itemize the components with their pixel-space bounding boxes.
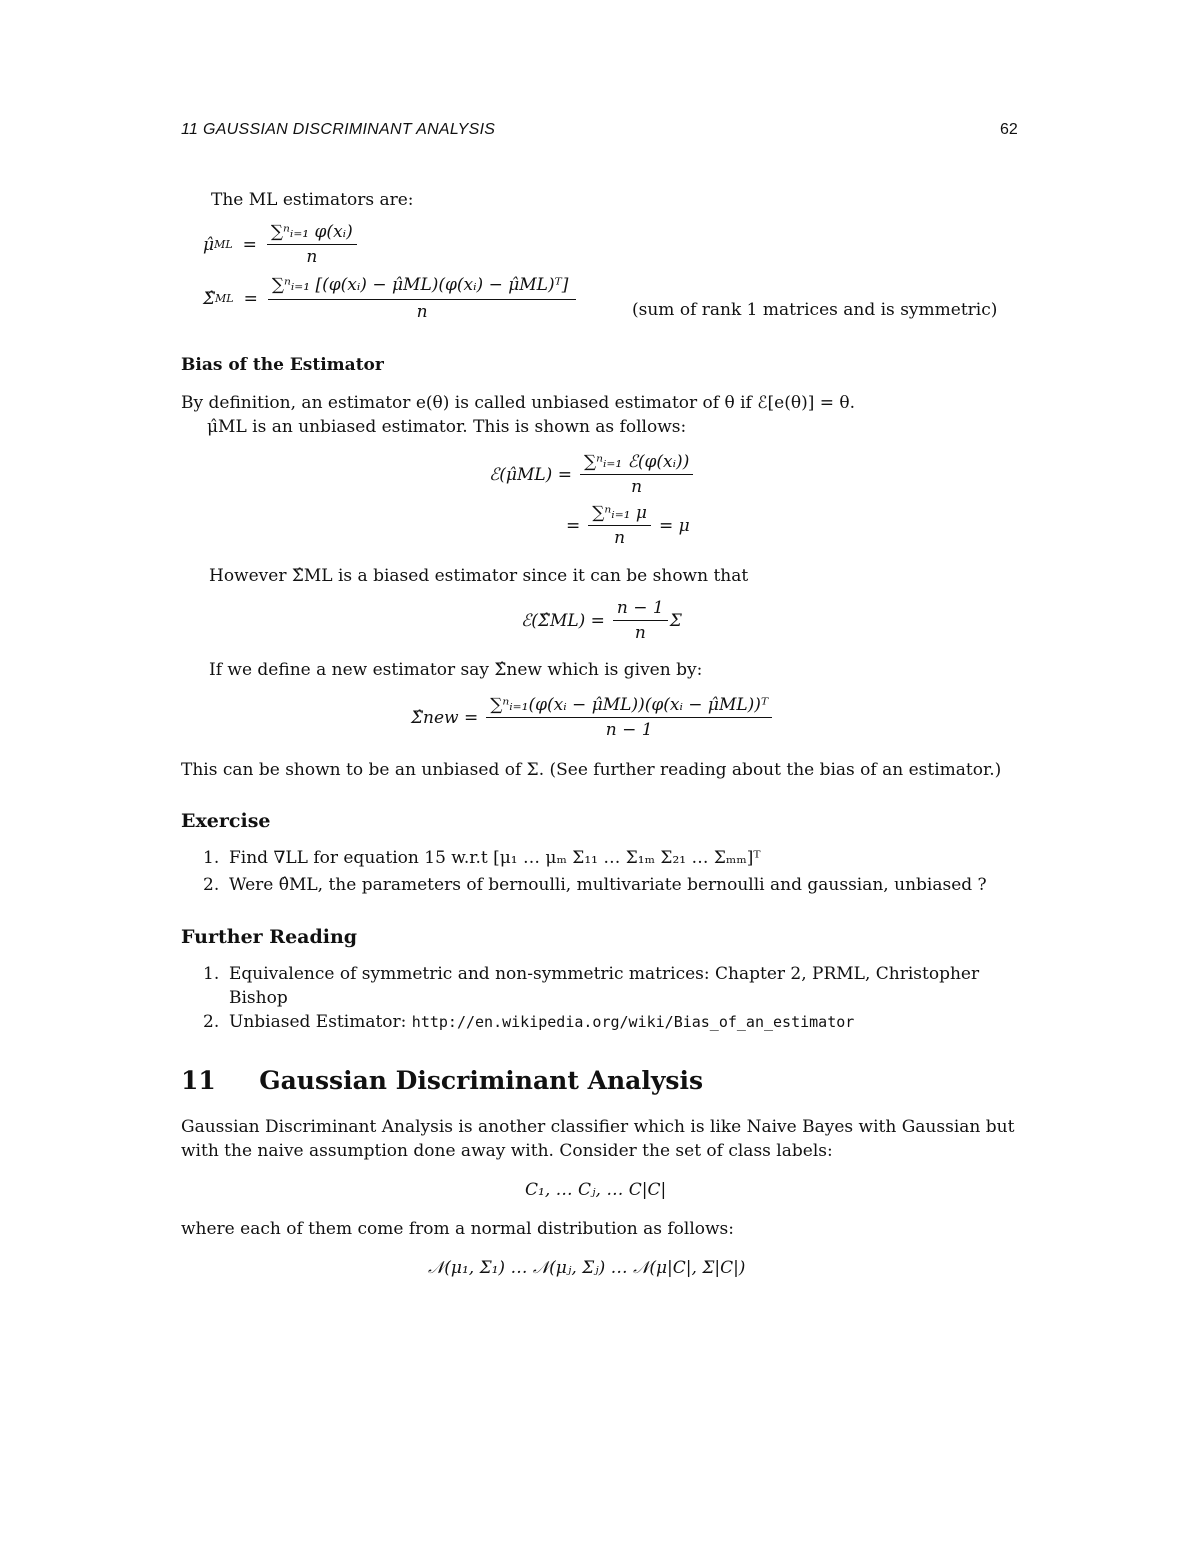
bias-definition: By definition, an estimator e(θ) is called unbiased estimator of θ if ℰ[e(θ)] = θ.	[181, 393, 856, 413]
sigma-ml-note: (sum of rank 1 matrices and is symmetric)	[632, 300, 998, 320]
section-title	[181, 1066, 703, 1095]
exp-mu-num-1: ∑ⁿᵢ₌₁ ℰ(φ(xᵢ))	[580, 452, 693, 475]
exercise-item-2-number: 2.	[203, 875, 220, 895]
exercise-item-1	[203, 848, 761, 868]
mu-ml-numerator: ∑ⁿᵢ₌₁ φ(xᵢ)	[267, 222, 357, 245]
equation-sigma-new	[411, 695, 772, 740]
unbiased-note: This can be shown to be an unbiased of Σ. (See further reading about the bias of an estimator.)	[181, 760, 1002, 780]
exp-mu-num-2: ∑ⁿᵢ₌₁ μ	[588, 503, 651, 526]
sigma-ml-denominator: n	[416, 302, 428, 322]
page-number: 62	[1000, 121, 1018, 138]
exercise-item-1-number: 1.	[203, 848, 220, 868]
further-item-1-line1: Equivalence of symmetric and non-symmetric matrices: Chapter 2, PRML, Christopher	[229, 964, 980, 984]
exp-sigma-fraction	[613, 598, 668, 643]
equation-mu-ml: μ̂ ML = $\frac{\text{∑ⁿᵢ₌₁ φ(xᵢ)}}{n}$	[203, 222, 357, 267]
equation-expectation-mu	[489, 452, 693, 497]
mu-unbiased-text: μ̂ML is an unbiased estimator. This is shown as follows:	[207, 417, 687, 437]
exp-mu-tail: = μ	[658, 515, 690, 536]
class-labels-equation: C₁, … Cⱼ, … C|C|	[525, 1180, 667, 1200]
sigma-ml-subscript: ML	[215, 292, 234, 305]
exercise-heading: Exercise	[181, 810, 271, 832]
sigma-new-fraction	[486, 695, 772, 740]
bias-heading: Bias of the Estimator	[181, 355, 384, 375]
section-para-line1: Gaussian Discriminant Analysis is another classifier which is like Naive Bayes with Gaussian but	[181, 1117, 1015, 1137]
exp-mu-fraction-1	[580, 452, 693, 497]
bias-estimator-link[interactable]: http://en.wikipedia.org/wiki/Bias_of_an_estimator	[411, 1013, 855, 1031]
however-text: However Σ̂ML is a biased estimator since it can be shown that	[209, 566, 749, 586]
exp-mu-den-2: n	[614, 528, 626, 548]
further-item-2-number: 2.	[203, 1012, 220, 1032]
running-header-title: 11 GAUSSIAN DISCRIMINANT ANALYSIS	[181, 121, 496, 138]
exercise-item-2	[203, 875, 987, 895]
further-item-1-line2: Bishop	[229, 988, 288, 1008]
mu-ml-fraction	[267, 222, 357, 267]
exp-mu-fraction-2	[588, 503, 651, 548]
equation-expectation-mu-2: = $\frac{\text{∑ⁿᵢ₌₁ μ}}{n}$ = μ	[566, 503, 690, 548]
section-number: 11	[181, 1066, 216, 1095]
sigma-new-den: n − 1	[605, 720, 653, 740]
further-item-1	[203, 964, 979, 984]
sigma-ml-numerator: ∑ⁿᵢ₌₁ [(φ(xᵢ) − μ̂ML)(φ(xᵢ) − μ̂ML)ᵀ]	[268, 275, 577, 300]
exp-sigma-den: n	[634, 623, 646, 643]
exp-sigma-lhs: ℰ(Σ̂ML) =	[521, 610, 605, 631]
sigma-new-num: ∑ⁿᵢ₌₁(φ(xᵢ − μ̂ML))(φ(xᵢ − μ̂ML))ᵀ	[486, 695, 772, 718]
further-item-1-number: 1.	[203, 964, 220, 984]
exercise-item-1-text: Find ∇LL for equation 15 w.r.t [μ₁ … μₘ Σ₁₁ … Σ₁ₘ Σ₂₁ … Σₘₘ]ᵀ	[229, 848, 761, 868]
further-reading-heading: Further Reading	[181, 926, 358, 948]
equation-sigma-ml: Σ̂ ML = $\frac{\text{∑ⁿᵢ₌₁ [(φ(xᵢ) − μ̂ML)(φ(xᵢ) − μ̂ML)ᵀ]}}{n}$	[203, 275, 576, 322]
exp-mu-lhs: ℰ(μ̂ML) =	[489, 464, 572, 485]
exercise-item-2-text: Were θ̂ML, the parameters of bernoulli, multivariate bernoulli and gaussian, unbiased ?	[229, 875, 987, 895]
further-item-2	[203, 1012, 854, 1032]
mu-ml-denominator: n	[306, 247, 318, 267]
normal-distribution-equation: 𝒩(μ₁, Σ₁) … 𝒩(μⱼ, Σⱼ) … 𝒩(μ|C|, Σ|C|)	[428, 1258, 746, 1278]
exp-sigma-num: n − 1	[613, 598, 668, 621]
exp-sigma-tail: Σ	[669, 610, 682, 631]
exp-mu-den-1: n	[631, 477, 643, 497]
section-para-line2: with the naive assumption done away with. Consider the set of class labels:	[181, 1141, 833, 1161]
section-title-text: Gaussian Discriminant Analysis	[259, 1066, 704, 1095]
where-text: where each of them come from a normal distribution as follows:	[181, 1219, 735, 1239]
sigma-hat-symbol: Σ̂	[203, 288, 216, 309]
further-item-2-text: Unbiased Estimator:	[229, 1012, 407, 1032]
sigma-new-lhs: Σ̂new =	[411, 707, 479, 728]
mu-ml-subscript: ML	[214, 238, 233, 251]
intro-text: The ML estimators are:	[211, 190, 414, 210]
equation-expectation-sigma	[521, 598, 682, 643]
mu-hat-symbol: μ̂	[203, 234, 215, 255]
sigma-ml-fraction	[268, 275, 577, 322]
define-new-text: If we define a new estimator say Σ̂new which is given by:	[209, 660, 703, 680]
